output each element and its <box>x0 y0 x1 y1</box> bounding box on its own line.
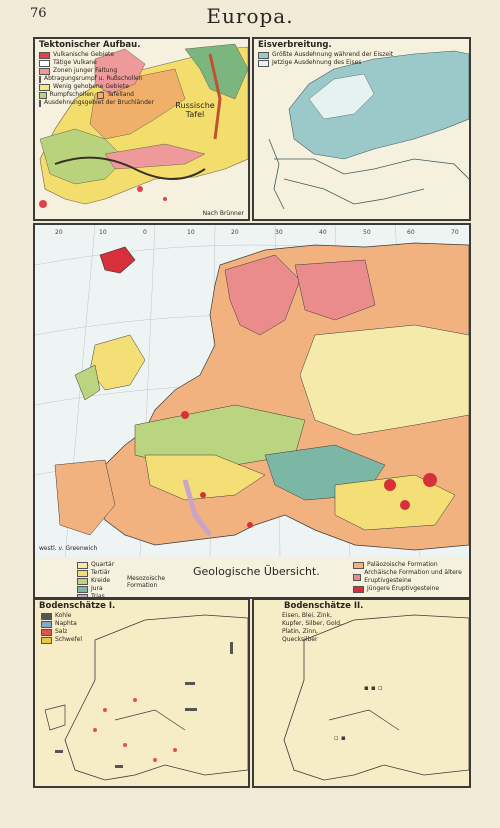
legend-item: Tätige Vulkane <box>39 59 134 67</box>
longitude-tick-label: 10 <box>187 229 195 236</box>
legend-item: Platin <box>282 628 299 635</box>
legend-item: Größte Ausdehnung während der Eiszeit <box>258 51 393 59</box>
tectonic-title: Tektonischer Aufbau. <box>39 40 141 50</box>
minerals1-panel <box>33 598 250 788</box>
svg-text:▫ ▪: ▫ ▪ <box>334 734 346 742</box>
longitude-tick-label: 0 <box>143 229 147 236</box>
legend-item: Eisen <box>282 612 299 619</box>
legend-item: Schwefel <box>41 636 82 644</box>
legend-item: Gold <box>326 620 341 627</box>
legend-item: Jetzige Ausdehnung des Eises <box>258 59 393 67</box>
legend-item: Zonen junger Faltung <box>39 67 134 75</box>
tectonic-panel <box>33 37 250 221</box>
tectonic-credit: Nach Brünner <box>202 210 244 217</box>
page-number: 76 <box>30 6 47 21</box>
minerals2-legend: Eisen, Blei, Zink, Kupfer, Silber, Gold, Platin, Zinn, Quecksilber <box>282 612 343 643</box>
geology-map <box>35 225 469 557</box>
legend-item: Zinn <box>302 628 317 635</box>
legend-item: Rumpfschollen Tafelland <box>39 91 134 99</box>
geology-legend-left <box>77 561 114 599</box>
ice-legend <box>258 51 393 67</box>
legend-item: Tertiär <box>77 569 114 577</box>
legend-item: Blei <box>301 612 314 619</box>
longitude-tick-label: 70 <box>451 229 459 236</box>
mesozoic-group-label: Mesozoische Formation <box>127 575 166 589</box>
legend-item: Ausdehnungsgebiet der Bruchländer <box>39 99 134 107</box>
legend-item: Quecksilber <box>282 636 318 643</box>
minerals2-title: Bodenschätze II. <box>284 601 364 611</box>
longitude-tick-label: 60 <box>407 229 415 236</box>
longitude-tick-label: 20 <box>231 229 239 236</box>
legend-item: Jüngere Eruptivgesteine <box>353 585 465 593</box>
legend-item: Zink <box>316 612 330 619</box>
tectonic-legend <box>39 51 155 107</box>
legend-item: Kohle <box>41 612 82 620</box>
legend-item: Paläozoische Formation <box>353 561 465 569</box>
legend-item: Salz <box>41 628 82 636</box>
longitude-tick-label: 10 <box>99 229 107 236</box>
legend-item: Archäische Formation und ältere Eruptivgesteine <box>353 569 465 585</box>
longitude-tick-label: 40 <box>319 229 327 236</box>
ice-title: Eisverbreitung. <box>258 40 332 50</box>
ice-panel <box>252 37 471 221</box>
geology-title: Geologische Übersicht. <box>193 565 320 578</box>
minerals1-legend <box>41 612 82 644</box>
legend-item: Silber <box>305 620 323 627</box>
legend-item: Jura <box>77 585 114 593</box>
legend-item: Kreide <box>77 577 114 585</box>
minerals2-panel <box>252 598 471 788</box>
page-title: Europa. <box>206 4 294 28</box>
russian-plate-label: Russische Tafel <box>175 101 215 119</box>
legend-item: Vulkanische Gebiete <box>39 51 134 59</box>
legend-item: Quartär <box>77 561 114 569</box>
legend-swatch <box>39 52 50 59</box>
geology-panel <box>33 223 471 599</box>
minerals1-title: Bodenschätze I. <box>39 601 116 611</box>
legend-item: Abtragungsrumpf u. Rußschollen <box>39 75 134 83</box>
longitude-tick-label: 30 <box>275 229 283 236</box>
longitude-tick-label: 20 <box>55 229 63 236</box>
longitude-tick-label: 50 <box>363 229 371 236</box>
legend-item: Trias <box>77 593 114 599</box>
legend-item: Wenig gehobene Gebiete <box>39 83 134 91</box>
legend-item: Kupfer <box>282 620 302 627</box>
geology-legend-right <box>353 561 465 593</box>
legend-item: Naphta <box>41 620 82 628</box>
longitude-note: westl. v. Greenwich <box>39 545 98 552</box>
svg-text:▪ ▪ ▫: ▪ ▪ ▫ <box>364 684 383 692</box>
